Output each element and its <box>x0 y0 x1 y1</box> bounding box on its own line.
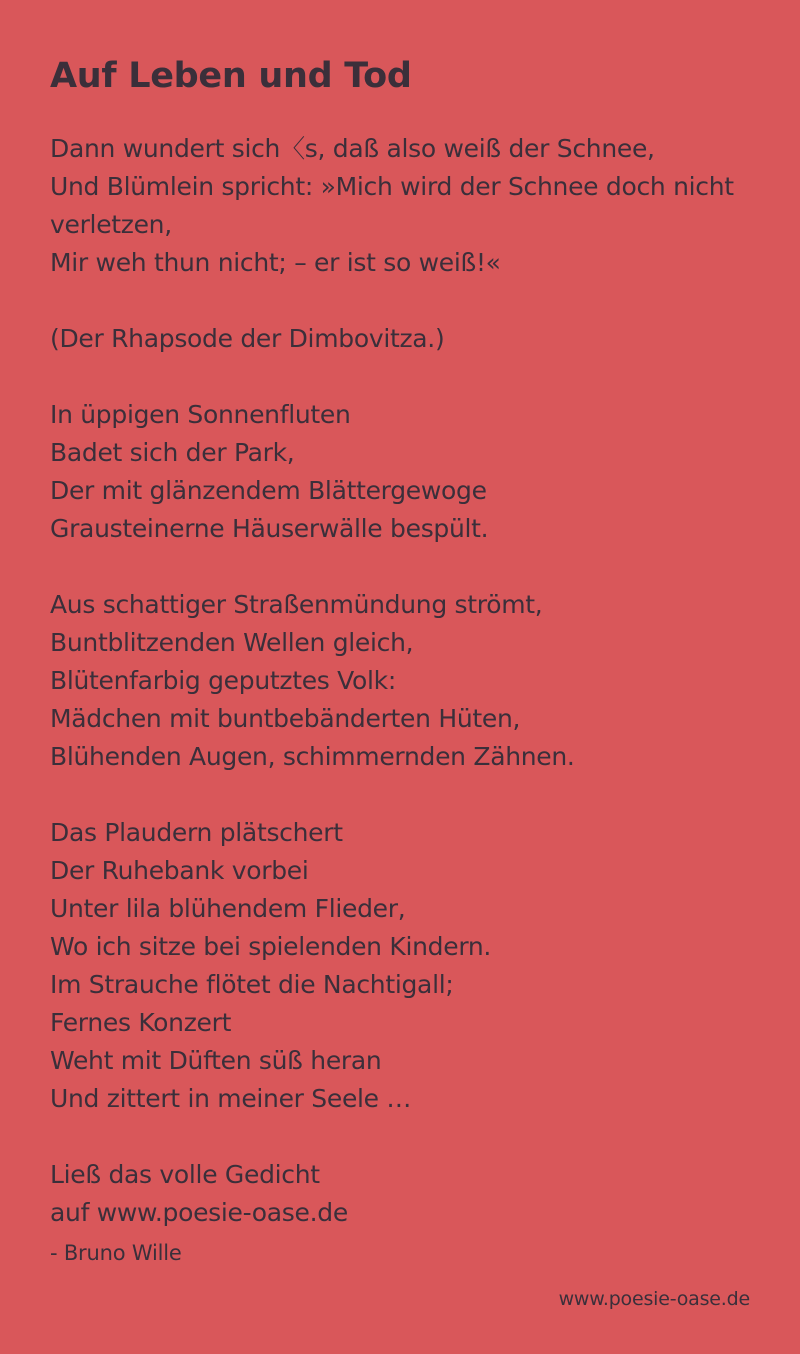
poem-line: Und Blümlein spricht: »Mich wird der Schnee doch nicht <box>50 172 734 201</box>
poem-line: Mir weh thun nicht; – er ist so weiß!« <box>50 248 501 277</box>
poem-line: Der mit glänzendem Blättergewoge <box>50 476 487 505</box>
poem-line: Badet sich der Park, <box>50 438 295 467</box>
poem-line: Mädchen mit buntbebänderten Hüten, <box>50 704 521 733</box>
stanza-break <box>50 1118 750 1156</box>
poem-line: Buntblitzenden Wellen gleich, <box>50 628 414 657</box>
poem-line: Im Strauche flötet die Nachtigall; <box>50 970 454 999</box>
stanza-break <box>50 548 750 586</box>
poem-body <box>50 130 750 1232</box>
poem-line: Grausteinerne Häuserwälle bespült. <box>50 514 489 543</box>
poem-line: auf www.poesie-oase.de <box>50 1198 348 1227</box>
stanza-break <box>50 776 750 814</box>
stanza-break <box>50 358 750 396</box>
poem-line: (Der Rhapsode der Dimbovitza.) <box>50 324 445 353</box>
poem-line: Dann wundert sich〈s, daß also weiß der Schnee, <box>50 134 655 163</box>
poem-author: - Bruno Wille <box>50 1241 182 1265</box>
poem-line: Weht mit Düften süß heran <box>50 1046 382 1075</box>
stanza-break <box>50 282 750 320</box>
poem-line: Das Plaudern plätschert <box>50 818 343 847</box>
poem-line: In üppigen Sonnenfluten <box>50 400 351 429</box>
poem-line: Blühenden Augen, schimmernden Zähnen. <box>50 742 575 771</box>
poem-line: Fernes Konzert <box>50 1008 232 1037</box>
poem-line: Ließ das volle Gedicht <box>50 1160 320 1189</box>
footer-website-url: www.poesie-oase.de <box>558 1288 750 1310</box>
poem-line: Wo ich sitze bei spielenden Kindern. <box>50 932 492 961</box>
poem-line: Unter lila blühendem Flieder, <box>50 894 406 923</box>
poem-line: Aus schattiger Straßenmündung strömt, <box>50 590 543 619</box>
poem-line: Und zittert in meiner Seele … <box>50 1084 412 1113</box>
poem-line: Blütenfarbig geputztes Volk: <box>50 666 396 695</box>
poem-line: verletzen, <box>50 210 172 239</box>
poem-line: Der Ruhebank vorbei <box>50 856 309 885</box>
poem-title: Auf Leben und Tod <box>50 56 412 96</box>
